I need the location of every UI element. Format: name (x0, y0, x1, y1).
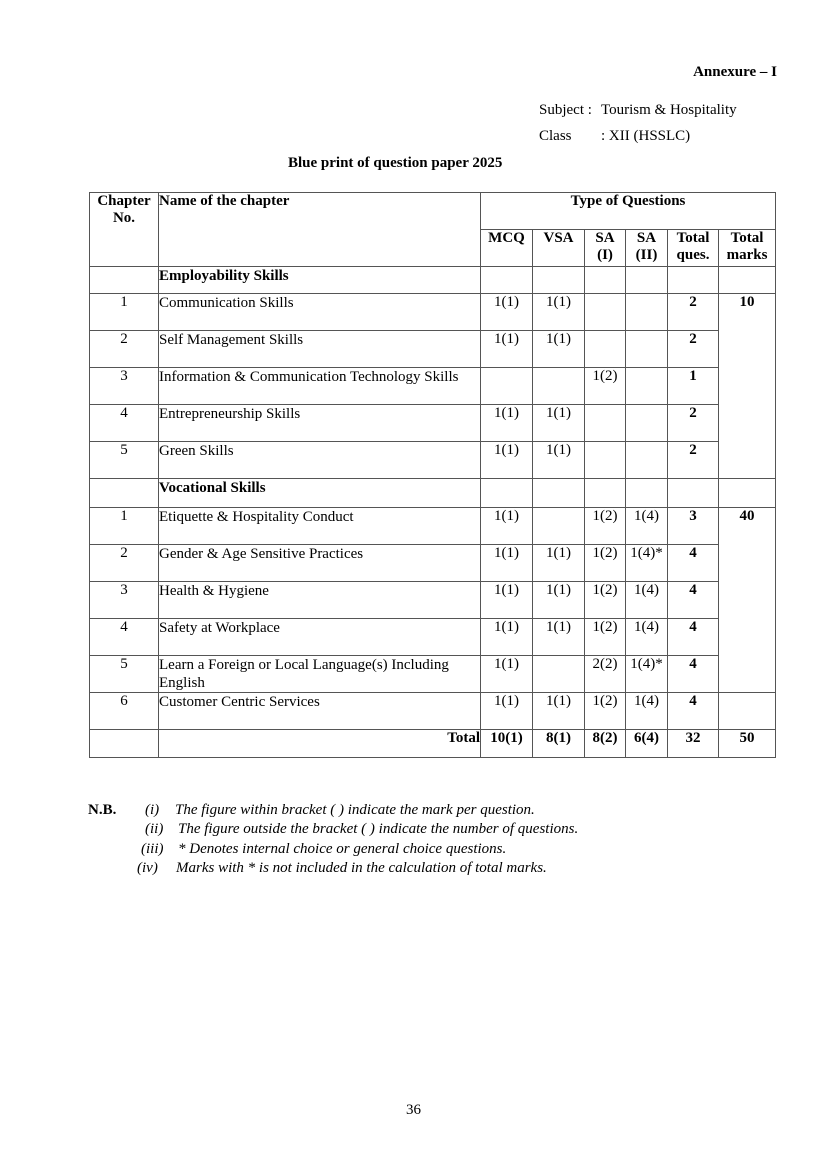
subject-block (539, 102, 737, 154)
note-item: (iii) * Denotes internal choice or general choice questions. (141, 841, 507, 857)
header-total-ques: Total ques. (668, 230, 719, 267)
table-row: 2 Gender & Age Sensitive Practices 1(1) 1(1) 1(2) 1(4)* 4 (90, 545, 776, 582)
total-marks: 50 (719, 730, 776, 758)
table-row: 5 Green Skills 1(1) 1(1) 2 (90, 442, 776, 479)
table-row: 1 Communication Skills 1(1) 1(1) 2 10 (90, 294, 776, 331)
notes-label: N.B. (88, 802, 117, 818)
header-mcq: MCQ (481, 230, 533, 267)
annexure-label: Annexure – I (693, 64, 777, 80)
header-total-marks: Total marks (719, 230, 776, 267)
table-row: 5 Learn a Foreign or Local Language(s) Including English 1(1) 2(2) 1(4)* 4 (90, 656, 776, 693)
table-row: 3 Information & Communication Technology Skills 1(2) 1 (90, 368, 776, 405)
note-item: (iv) Marks with * is not included in the calculation of total marks. (137, 860, 547, 876)
section-title: Vocational Skills (159, 479, 481, 508)
class-label: Class (539, 128, 572, 144)
table-row: 2 Self Management Skills 1(1) 1(1) 2 (90, 331, 776, 368)
total-row (90, 730, 776, 758)
total-sa1: 8(2) (585, 730, 626, 758)
header-sa1: SA (I) (585, 230, 626, 267)
section-title: Employability Skills (159, 267, 481, 294)
header-sa2: SA (II) (626, 230, 668, 267)
note-item: (ii) The figure outside the bracket ( ) indicate the number of questions. (145, 821, 579, 837)
total-sa2: 6(4) (626, 730, 668, 758)
total-vsa: 8(1) (533, 730, 585, 758)
subject-value: Tourism & Hospitality (601, 102, 737, 118)
table-row: 4 Entrepreneurship Skills 1(1) 1(1) 2 (90, 405, 776, 442)
header-vsa: VSA (533, 230, 585, 267)
blueprint-table (89, 192, 776, 758)
subject-label: Subject : (539, 102, 592, 118)
note-item: (i) The figure within bracket ( ) indicate the mark per question. (145, 802, 535, 818)
table-row: 6 Customer Centric Services 1(1) 1(1) 1(2) 1(4) 4 (90, 693, 776, 730)
table-row: 4 Safety at Workplace 1(1) 1(1) 1(2) 1(4) 4 (90, 619, 776, 656)
group-total-marks: 40 (719, 508, 776, 693)
page-title: Blue print of question paper 2025 (288, 155, 503, 171)
header-type-of-questions: Type of Questions (481, 193, 776, 230)
total-label: Total (159, 730, 481, 758)
total-mcq: 10(1) (481, 730, 533, 758)
header-chapter-name: Name of the chapter (159, 193, 481, 267)
page-number: 36 (406, 1102, 421, 1118)
table-row: 3 Health & Hygiene 1(1) 1(1) 1(2) 1(4) 4 (90, 582, 776, 619)
section-row (90, 267, 776, 294)
header-chapter-no: Chapter No. (90, 193, 159, 267)
total-ques: 32 (668, 730, 719, 758)
table-row: 1 Etiquette & Hospitality Conduct 1(1) 1(2) 1(4) 3 40 (90, 508, 776, 545)
section-row (90, 479, 776, 508)
class-value: : XII (HSSLC) (601, 128, 691, 144)
group-total-marks: 10 (719, 294, 776, 479)
